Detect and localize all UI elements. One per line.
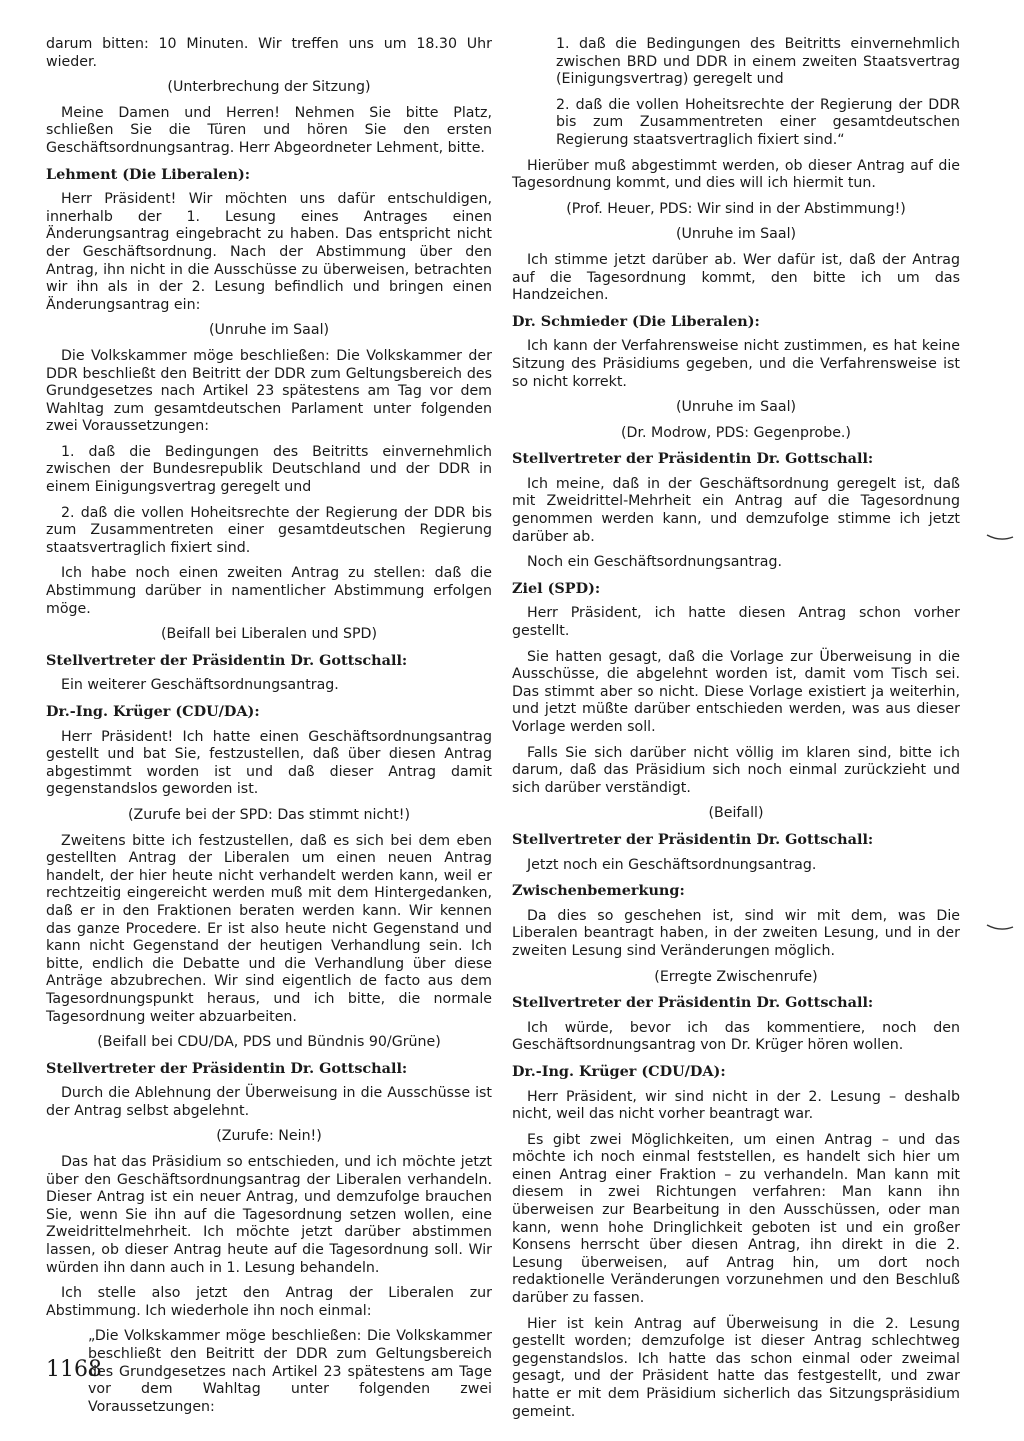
paragraph: Falls Sie sich darüber nicht völlig im klaren sind, bitte ich darum, daß das Präsidium sich noch einmal zurückzieht und sich darüber verständigt. <box>512 744 960 796</box>
speaker-heading: Dr. Schmieder (Die Liberalen): <box>512 312 760 330</box>
paragraph: Ich stelle also jetzt den Antrag der Liberalen zur Abstimmung. Ich wiederhole ihn noch einmal: <box>46 1285 492 1319</box>
paragraph: Hierüber muß abgestimmt werden, ob dieser Antrag auf die Tagesordnung kommt, und dies will ich hiermit tun. <box>512 157 960 192</box>
interjection: (Unterbrechung der Sitzung) <box>167 79 371 96</box>
interjection: (Erregte Zwischenrufe) <box>654 968 818 985</box>
paragraph: Noch ein Geschäftsordnungsantrag. <box>527 554 783 571</box>
left-column <box>46 36 492 1424</box>
paragraph: Meine Damen und Herren! Nehmen Sie bitte Platz, schließen Sie die Türen und hören Sie den ersten Geschäftsordnungsantrag. Herr Abgeordneter Lehment, bitte. <box>46 104 492 156</box>
margin-mark-icon <box>986 922 1014 932</box>
speaker-heading: Dr.-Ing. Krüger (CDU/DA): <box>512 1062 726 1080</box>
paragraph: darum bitten: 10 Minuten. Wir treffen uns um 18.30 Uhr wieder. <box>46 36 492 70</box>
interjection: (Beifall bei CDU/DA, PDS und Bündnis 90/Grüne) <box>97 1034 441 1051</box>
paragraph: Herr Präsident, wir sind nicht in der 2. Lesung – deshalb nicht, weil das nicht vorher beantragt war. <box>512 1088 960 1123</box>
margin-mark-icon <box>986 532 1014 542</box>
paragraph: Durch die Ablehnung der Überweisung in die Ausschüsse ist der Antrag selbst abgelehnt. <box>46 1085 492 1119</box>
paragraph: Es gibt zwei Möglichkeiten, um einen Antrag – und das möchte ich noch einmal feststellen, es handelt sich hier um einen Antrag einer Fraktion – zu verhandeln. Man kann mit diesem in zwei Richtungen verfahren: Man kann ihn überweisen zur Bearbeitung in den Ausschüssen, oder man kann, wenn hohe Dringlichkeit geboten ist und ein großer Konsens herrscht über diesen Antrag, ihn direkt in die 2. Lesung überweisen, auf Antrag hin, um dort noch redaktionelle Veränderungen vorzunehmen und den Beschluß darüber zu fassen. <box>512 1131 960 1307</box>
interjection: (Beifall bei Liberalen und SPD) <box>160 626 377 643</box>
paragraph: 2. daß die vollen Hoheitsrechte der Regierung der DDR bis zum Zusammentreten einer gesamtdeutschen Regierung staatsvertraglich fixiert sind. <box>46 504 492 556</box>
paragraph: 1. daß die Bedingungen des Beitritts einvernehmlich zwischen der Bundesrepublik Deutschland und der DDR in einem Einigungsvertrag geregelt und <box>46 443 492 496</box>
paragraph: Herr Präsident! Ich hatte einen Geschäftsordnungsantrag gestellt und bat Sie, festzustellen, daß über diesen Antrag abgestimmt worden ist und daß dieser Antrag damit gegenstandslos geworden ist. <box>46 728 492 798</box>
paragraph: Herr Präsident! Wir möchten uns dafür entschuldigen, innerhalb der 1. Lesung eines Antrages einen Änderungsantrag eingebracht zu haben. Das entspricht nicht der Geschäftsordnung. Nach der Abstimmung über den Antrag, ihn nicht in die Ausschüsse zu überweisen, betrachten wir ihn als in der 2. Lesung befindlich und bringen einen Änderungsantrag ein: <box>46 191 492 313</box>
interjection: (Prof. Heuer, PDS: Wir sind in der Abstimmung!) <box>566 200 906 217</box>
speaker-heading: Stellvertreter der Präsidentin Dr. Gottschall: <box>46 651 408 669</box>
speaker-heading: Lehment (Die Liberalen): <box>46 165 251 183</box>
paragraph: Ein weiterer Geschäftsordnungsantrag. <box>61 677 339 694</box>
paragraph: Das hat das Präsidium so entschieden, und ich möchte jetzt über den Geschäftsordnungsantrag der Liberalen verhandeln. Dieser Antrag ist ein neuer Antrag, und demzufolge brauchen Sie, wenn Sie ihn auf die Tagesordnung setzen wollen, eine Zweidrittelmehrheit. Ich möchte jetzt darüber abstimmen lassen, ob dieser Antrag heute auf die Tagesordnung soll. Wir würden ihn dann auch in 1. Lesung behandeln. <box>46 1154 492 1276</box>
paragraph: Hier ist kein Antrag auf Überweisung in die 2. Lesung gestellt worden; demzufolge ist dieser Antrag schlechtweg gegenstandslos. Ich hatte das schon einmal oder zweimal gesagt, und der Präsident hatte das festgestellt, und zwar hatte er mit dem Präsidium sicherlich das Sitzungspräsidium gemeint. <box>512 1315 960 1420</box>
quoted-paragraph: „Die Volkskammer möge beschließen: Die Volkskammer beschließt den Beitritt der DDR zum Geltungsbereich des Grundgesetzes nach Artikel 23 spätestens am Tage vor dem Wahltag unter folgenden zwei Voraussetzungen: <box>88 1328 492 1415</box>
speaker-heading: Dr.-Ing. Krüger (CDU/DA): <box>46 703 260 720</box>
paragraph: Ich kann der Verfahrensweise nicht zustimmen, es hat keine Sitzung des Präsidiums gegeben, und die Verfahrensweise ist so nicht korrekt. <box>512 338 960 390</box>
speaker-heading: Stellvertreter der Präsidentin Dr. Gottschall: <box>46 1059 408 1077</box>
interjection: (Unruhe im Saal) <box>675 226 797 243</box>
paragraph: Die Volkskammer möge beschließen: Die Volkskammer der DDR beschließt den Beitritt der DDR zum Geltungsbereich des Grundgesetzes nach Artikel 23 spätestens am Tag vor dem Wahltag zum gesamtdeutschen Parlament unter folgenden zwei Voraussetzungen: <box>46 347 492 435</box>
interjection: (Zurufe: Nein!) <box>216 1128 322 1145</box>
interjection: (Beifall) <box>708 805 764 822</box>
paragraph: Ich meine, daß in der Geschäftsordnung geregelt ist, daß mit Zweidrittel-Mehrheit ein Antrag auf die Tagesordnung genommen werden kann, und demzufolge stimme ich jetzt darüber ab. <box>512 475 960 545</box>
speaker-heading: Zwischenbemerkung: <box>512 882 685 900</box>
paragraph: Ich stimme jetzt darüber ab. Wer dafür ist, daß der Antrag auf die Tagesordnung kommt, den bitte ich um das Handzeichen. <box>512 251 960 304</box>
quoted-paragraph: 2. daß die vollen Hoheitsrechte der Regierung der DDR bis zum Zusammentreten einer gesamtdeutschen Regierung staatsvertraglich fixiert sind.“ <box>556 96 960 148</box>
speaker-heading: Stellvertreter der Präsidentin Dr. Gottschall: <box>512 450 874 468</box>
speaker-heading: Stellvertreter der Präsidentin Dr. Gottschall: <box>512 994 874 1012</box>
paragraph: Zweitens bitte ich festzustellen, daß es sich bei dem eben gestellten Antrag der Liberalen um einen neuen Antrag handelt, der hier heute nicht verhandelt werden kann, weil er rechtzeitig eingereicht werden muß mit dem Hintergedanken, daß er in den Fraktionen beraten werden kann. Wir kennen das ganze Procedere. Er ist also heute nicht Gegenstand und kann nicht Gegenstand der heutigen Verhandlung sein. Ich bitte, endlich die Debatte und die Verhandlung über diese Anträge abzubrechen. Wir sind eigentlich de facto aus dem Tagesordnungspunkt heraus, und ich bitte, die normale Tagesordnung weiter abzuarbeiten. <box>46 832 492 1025</box>
right-column <box>512 36 960 1429</box>
speaker-heading: Stellvertreter der Präsidentin Dr. Gottschall: <box>512 830 874 848</box>
paragraph: Herr Präsident, ich hatte diesen Antrag schon vorher gestellt. <box>512 605 960 640</box>
page-number: 1168 <box>46 1357 102 1382</box>
interjection: (Unruhe im Saal) <box>208 322 330 339</box>
interjection: (Unruhe im Saal) <box>675 399 797 416</box>
paragraph: Sie hatten gesagt, daß die Vorlage zur Überweisung in die Ausschüsse, die abgelehnt worden ist, damit vom Tisch sei. Das stimmt aber so nicht. Diese Vorlage existiert ja weiterhin, und jetzt müßte darüber entschieden werden, was aus dieser Vorlage werden soll. <box>512 648 960 735</box>
paragraph: Ich habe noch einen zweiten Antrag zu stellen: daß die Abstimmung darüber in namentlicher Abstimmung erfolgen möge. <box>46 565 492 617</box>
paragraph: Ich würde, bevor ich das kommentiere, noch den Geschäftsordnungsantrag von Dr. Krüger hören wollen. <box>512 1019 960 1054</box>
paragraph: Da dies so geschehen ist, sind wir mit dem, was Die Liberalen beantragt haben, in der zweiten Lesung, und in der zweiten Lesung sind Veränderungen möglich. <box>512 907 960 959</box>
speaker-heading: Ziel (SPD): <box>512 579 601 597</box>
interjection: (Dr. Modrow, PDS: Gegenprobe.) <box>621 424 851 441</box>
interjection: (Zurufe bei der SPD: Das stimmt nicht!) <box>128 806 410 823</box>
paragraph: Jetzt noch ein Geschäftsordnungsantrag. <box>527 856 817 873</box>
quoted-paragraph: 1. daß die Bedingungen des Beitritts einvernehmlich zwischen BRD und DDR in einem zweiten Staatsvertrag (Einigungsvertrag) geregelt und <box>556 36 960 88</box>
